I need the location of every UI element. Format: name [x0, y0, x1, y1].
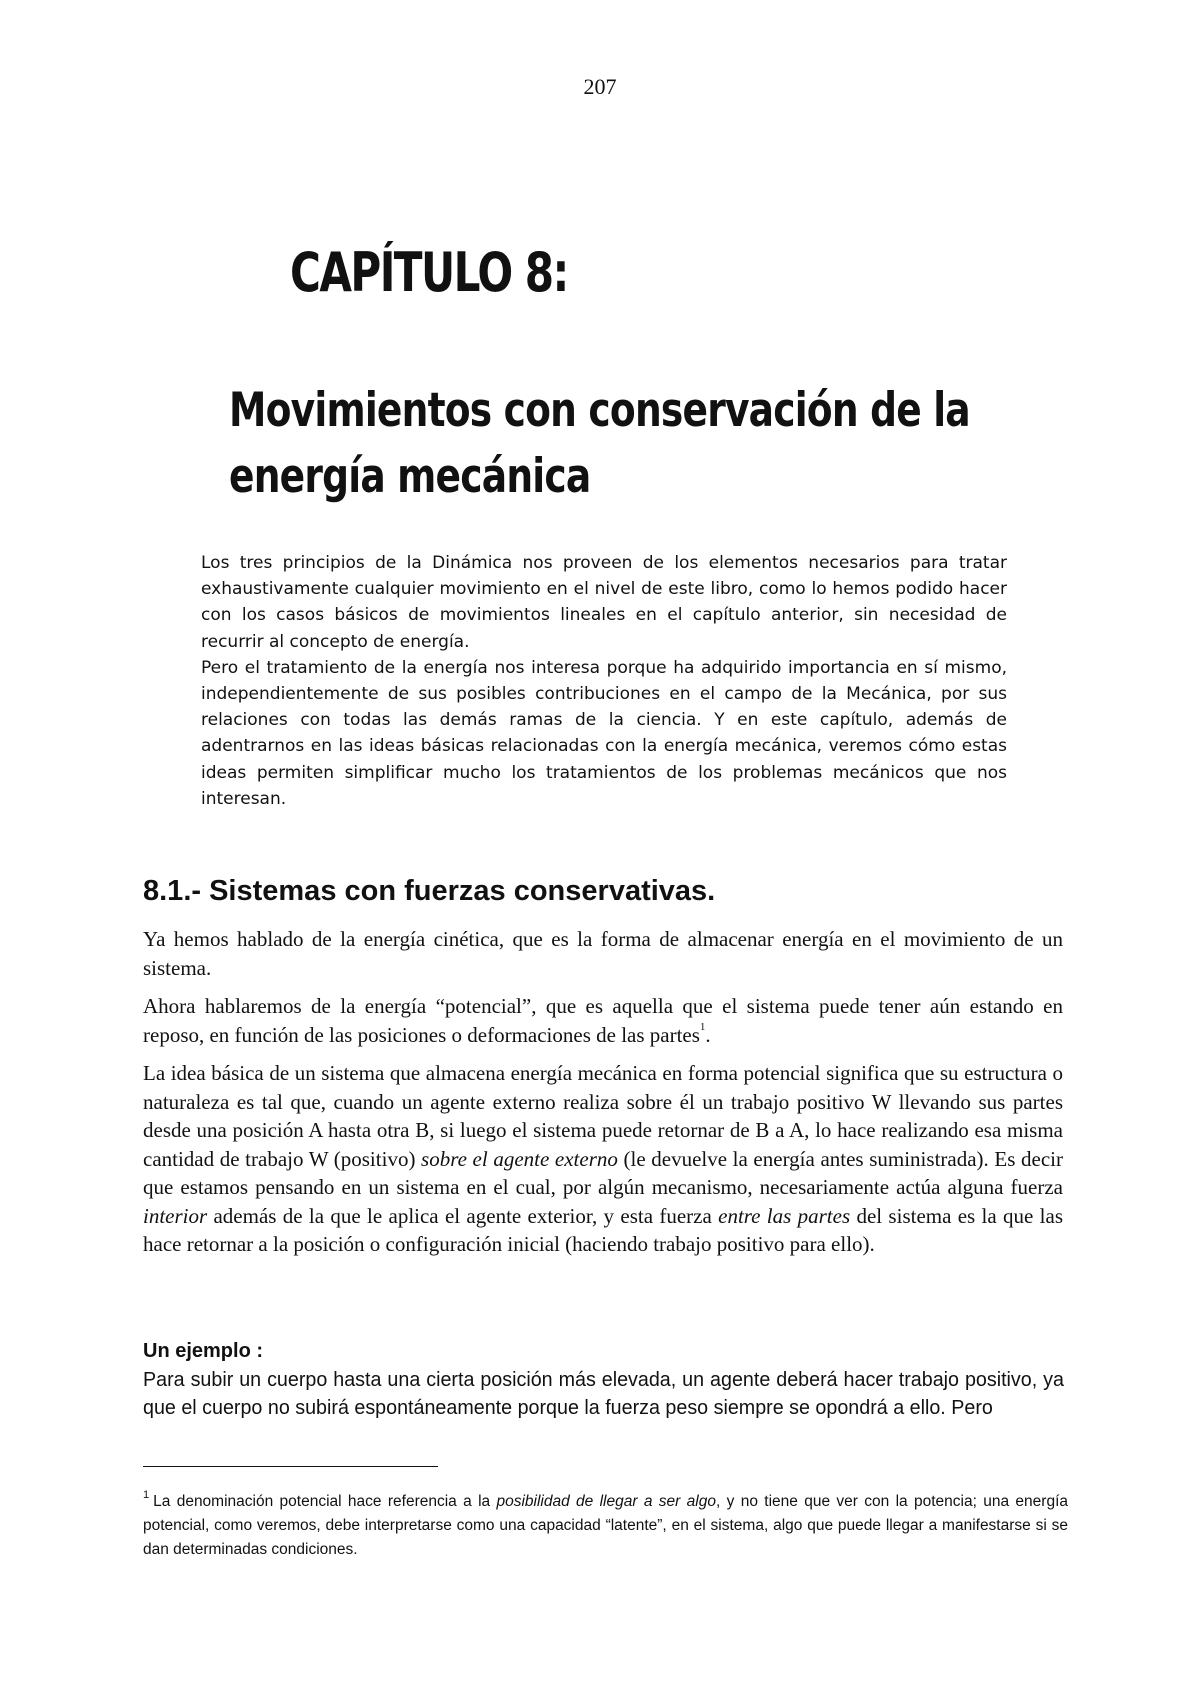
- chapter-subtitle-line1: Movimientos con conservación de la: [229, 383, 970, 438]
- example-paragraph: Para subir un cuerpo hasta una cierta posición más elevada, un agente deberá hacer trabajo positivo, ya que el cuerpo no subirá espontáneamente porque la fuerza peso siempre se opondrá a ello. Pero: [143, 1369, 1064, 1419]
- chapter-subtitle: [229, 378, 970, 510]
- body-paragraph-3: [143, 1059, 1063, 1259]
- body-paragraph-2-end: .: [705, 1022, 711, 1047]
- body-paragraph-2-text: Ahora hablaremos de la energía “potencial”, que es aquella que el sistema puede tener aún estando en reposo, en función de las posiciones o deformaciones de las partes: [143, 994, 1063, 1047]
- intro-paragraph-2: Pero el tratamiento de la energía nos interesa porque ha adquirido importancia en sí mismo, independientemente de sus posibles contribuciones en el campo de la Mecánica, por sus relaciones con todas las demás ramas de la ciencia. Y en este capítulo, además de adentrarnos en las ideas básicas relacionadas con la energía mecánica, veremos cómo estas ideas permiten simplificar mucho los tratamientos de los problemas mecánicos que nos interesan.: [201, 657, 1007, 809]
- footnote-part1: La denominación potencial hace referencia a la: [153, 1493, 497, 1510]
- example-text: [143, 1366, 1064, 1422]
- body-paragraph-1: Ya hemos hablado de la energía cinética, que es la forma de almacenar energía en el movimiento de un sistema.: [143, 927, 1063, 980]
- intro-paragraph-1: Los tres principios de la Dinámica nos proveen de los elementos necesarios para tratar exhaustivamente cualquier movimiento en el nivel de este libro, como lo hemos podido hacer con los casos básicos de movimientos lineales en el capítulo anterior, sin necesidad de recurrir al concepto de energía.: [201, 553, 1007, 652]
- footnote-part2: , y no tiene que ver con la potencia; una energía potencial, como veremos, debe interpretarse como una capacidad “latente”, en el sistema, algo que puede llegar a manifestarse si se dan determinadas condiciones.: [143, 1493, 1068, 1558]
- chapter-subtitle-line2: energía mecánica: [229, 449, 591, 504]
- section-heading: 8.1.- Sistemas con fuerzas conservativas.: [143, 875, 716, 907]
- body-paragraph-3-part4: del sistema es la que las hace retornar a la posición o configuración inicial (haciendo trabajo positivo para ello).: [143, 1203, 1063, 1256]
- footnote-reference[interactable]: 1: [699, 1020, 706, 1033]
- body-paragraph-2: [143, 992, 1063, 1049]
- body-paragraph-3-part2: (le devuelve la energía antes suministrada). Es decir que estamos pensando en un sistema en el cual, por algún mecanismo, necesariamente actúa alguna fuerza: [143, 1146, 1063, 1199]
- page-number: 207: [583, 74, 617, 99]
- body-paragraph-3-part3: además de la que le aplica el agente exterior, y esta fuerza: [207, 1203, 719, 1228]
- chapter-title: CAPÍTULO 8:: [290, 241, 568, 304]
- footnote-divider: [143, 1466, 438, 1467]
- example-label: Un ejemplo :: [143, 1340, 264, 1362]
- emphasis-sobre-el-agente-externo: sobre el agente externo: [421, 1146, 618, 1171]
- emphasis-interior: interior: [143, 1203, 208, 1228]
- section-body: [143, 925, 1063, 1269]
- chapter-intro: [201, 550, 1007, 812]
- footnote-emphasis: posibilidad de llegar a ser algo: [496, 1493, 716, 1510]
- footnote-paragraph: [143, 1490, 1068, 1562]
- body-paragraph-3-part1: La idea básica de un sistema que almacena energía mecánica en forma potencial significa que su estructura o naturaleza es tal que, cuando un agente externo realiza sobre él un trabajo positivo W llevando sus partes desde una posición A hasta otra B, si luego el sistema puede retornar de B a A, lo hace realizando esa misma cantidad de trabajo W (positivo): [143, 1061, 1063, 1171]
- emphasis-entre-las-partes: entre las partes: [718, 1203, 851, 1228]
- footnote: [143, 1490, 1068, 1562]
- footnote-number: 1: [143, 1489, 150, 1501]
